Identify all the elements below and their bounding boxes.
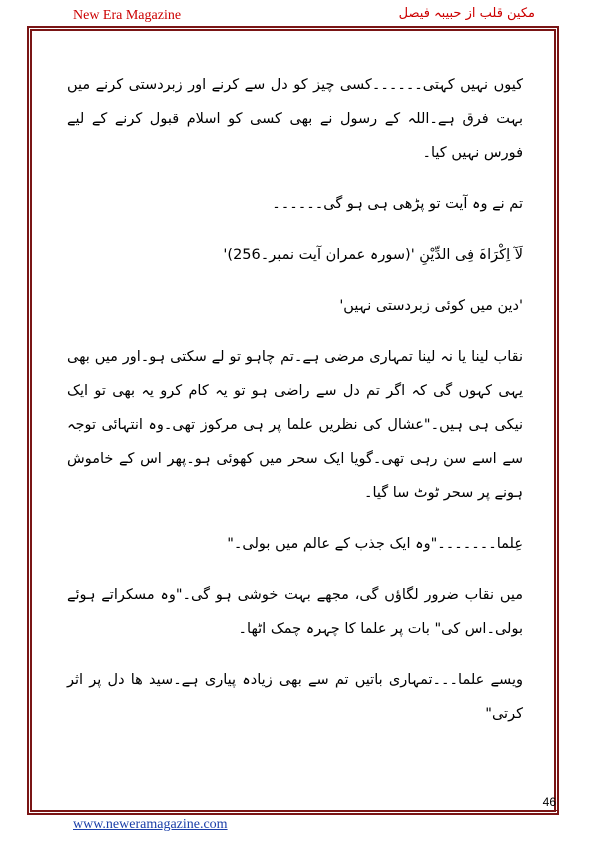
verse-translation: 'دین میں کوئی زبردستی نہیں' xyxy=(339,298,523,314)
footer-divider xyxy=(36,810,559,811)
page-number: 46 xyxy=(542,795,556,809)
quran-verse: لَآ اِکْرَاہَ فِی الدِّیْنِ '(سورہ عمران آیت نمبر۔256)' xyxy=(223,247,523,263)
paragraph: ویسے علما۔۔۔تمہاری باتیں تم سے بھی زیادہ پیاری ہے۔سید ھا دل پر اثر کرتی" xyxy=(67,672,523,722)
story-title: مکین قلب از حبیبہ فیصل xyxy=(398,6,535,21)
paragraph: عِلما۔۔۔۔۔۔۔"وہ ایک جذب کے عالم میں بولی۔" xyxy=(227,536,523,552)
paragraph: کیوں نہیں کہتی۔۔۔۔۔۔کسی چیز کو دل سے کرنے اور زبردستی کرنے میں بہت فرق ہے۔اللہ کے رسول نے بھی کسی کو اسلام قبول کرنے کے لیے فورس نہیں کیا۔ xyxy=(67,77,523,161)
paragraph: نقاب لینا یا نہ لینا تمہاری مرضی ہے۔تم چاہو تو لے سکتی ہو۔اور میں بھی یہی کہوں گی کہ اگر تم دل سے راضی ہو تو یہ کام کرو یہ بھی تو ایک نیکی ہی ہیں۔"عشال کی نظریں علما پر ہی مرکوز تھی۔وہ انتہائی توجہ سے اسے سن رہی تھی۔گویا ایک سحر میں کھوئی ہو۔پھر اس کے خاموش ہونے پر سحر ٹوٹ سا گیا۔ xyxy=(67,349,523,501)
website-link[interactable]: www.neweramagazine.com xyxy=(73,817,228,832)
paragraph: میں نقاب ضرور لگاؤں گی، مجھے بہت خوشی ہو گی۔"وہ مسکراتے ہوئے بولی۔اس کی" بات پر علما کا چہرہ چمک اٹھا۔ xyxy=(67,587,523,637)
magazine-name: New Era Magazine xyxy=(73,8,182,23)
paragraph: تم نے وہ آیت تو پڑھی ہی ہو گی۔۔۔۔۔۔ xyxy=(272,196,523,212)
story-body xyxy=(67,68,523,748)
